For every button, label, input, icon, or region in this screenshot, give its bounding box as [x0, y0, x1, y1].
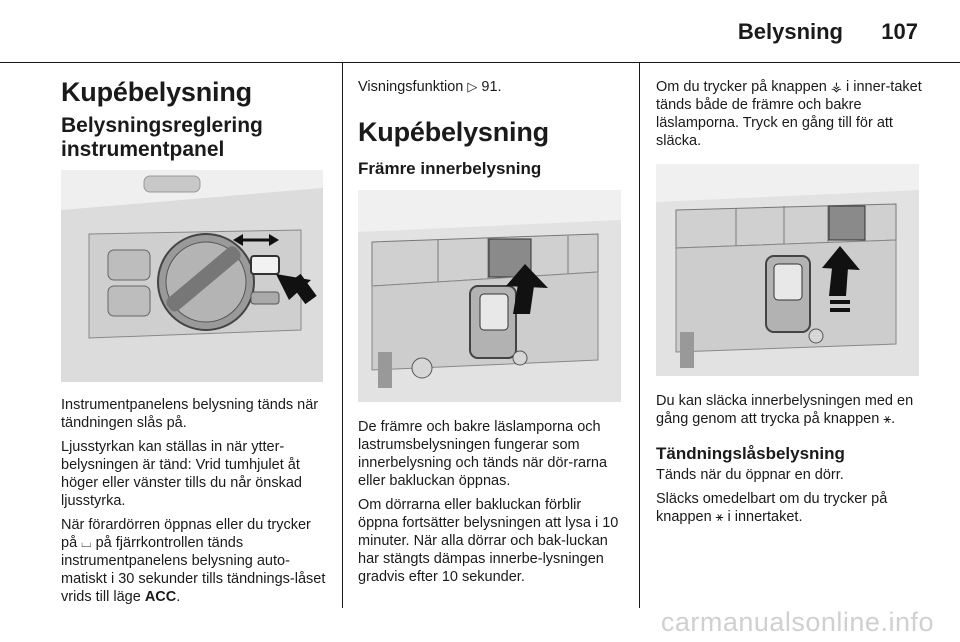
column-divider	[342, 63, 343, 608]
column-divider	[639, 63, 640, 608]
instrument-panel-figure	[61, 170, 323, 382]
heading-kupebelysning: Kupébelysning	[61, 77, 252, 107]
text: Om du trycker på knappen	[656, 79, 827, 95]
page-header	[0, 0, 960, 62]
text: .	[176, 589, 181, 605]
text: Släcks omedelbart om du trycker på knappen	[656, 491, 888, 525]
heading-instrumentpanel: Belysningsreglering instrumentpanel	[61, 114, 263, 161]
text: i innertaket.	[727, 509, 803, 525]
arrow-icon: ▷	[467, 79, 478, 94]
front-lamp-figure	[358, 190, 621, 402]
section-title: Belysning	[737, 19, 843, 44]
lamp-off-icon: ⚹	[883, 411, 892, 426]
column-3	[656, 63, 922, 526]
paragraph: Instrumentpanelens belysning tänds när tändningen slås på.	[61, 397, 319, 431]
paragraph: De främre och bakre läslamporna och lastrumsbelysningen fungerar som innerbelysning och tänds när dör-rarna eller bakluckan öppnas.	[358, 419, 608, 489]
page-number: 107	[881, 19, 918, 44]
acc-label: ACC	[144, 589, 177, 605]
lamp-icon: ⚶	[830, 79, 842, 94]
lamp-off-icon: ⚹	[715, 509, 724, 524]
paragraph	[656, 490, 922, 526]
cross-reference	[358, 78, 624, 96]
column-1	[61, 63, 327, 606]
text: Du kan släcka innerbelysningen med en gång genom att trycka på knappen	[656, 393, 914, 427]
column-2	[358, 63, 624, 586]
paragraph: Ljusstyrkan kan ställas in när ytter-belysningen är tänd: Vrid tumhjulet åt höger eller vänster tills du når önskad ljusstyrka.	[61, 439, 302, 509]
paragraph	[656, 392, 922, 428]
paragraph	[656, 78, 922, 150]
paragraph: Tänds när du öppnar en dörr.	[656, 467, 844, 483]
lamp-button-figure	[656, 164, 919, 376]
text: .	[891, 411, 896, 427]
text: i inner-taket tänds både de främre och bakre läslamporna. Tryck en gång till för att släcka.	[656, 79, 922, 149]
heading-tandningslasbelysning: Tändningslåsbelysning	[656, 444, 845, 463]
heading-framre-innerbelysning: Främre innerbelysning	[358, 159, 542, 178]
text: 91.	[481, 79, 502, 95]
text: på fjärrkontrollen tänds instrumentpanelens belysning auto-matiskt i 30 sekunder tills tändnings-låset vrids till läge	[61, 535, 326, 605]
text: När förardörren öppnas eller du trycker på	[61, 517, 311, 551]
unlock-icon: ⌴	[81, 535, 92, 550]
paragraph	[61, 516, 327, 606]
heading-kupebelysning: Kupébelysning	[358, 117, 549, 147]
text: Visningsfunktion	[358, 79, 464, 95]
watermark: carmanualsonline.info	[660, 607, 934, 637]
paragraph: Om dörrarna eller bakluckan förblir öppna fortsätter belysningen att lysa i 10 minuter. När alla dörrar och bak-luckan har stängts dämpas innerbe-lysningen gradvis efter 10 sekunder.	[358, 497, 619, 585]
